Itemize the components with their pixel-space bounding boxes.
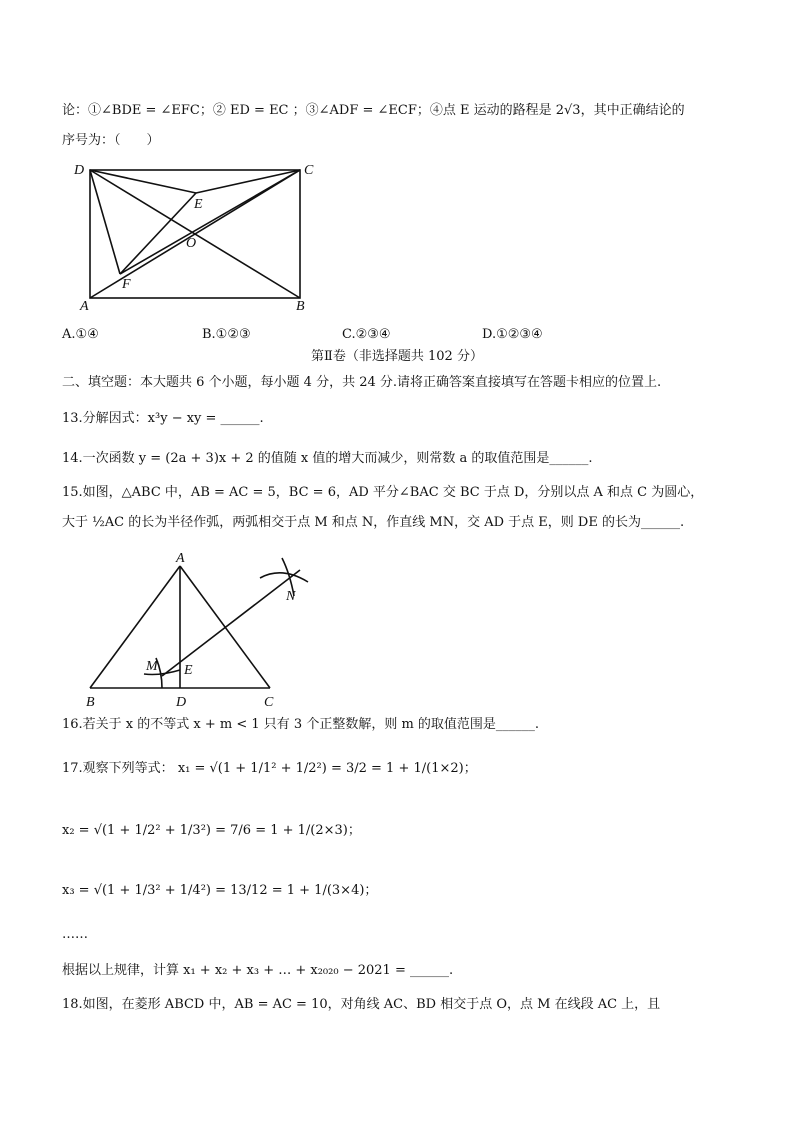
q15-line2: 大于 ½AC 的长为半径作弧，两弧相交于点 M 和点 N，作直线 MN，交 AD 于点 E，则 DE 的长为______. — [62, 515, 685, 530]
label-O: O — [186, 236, 197, 251]
q16-text: 16.若关于 x 的不等式 x + m < 1 只有 3 个正整数解，则 m 的取值范围是______. — [62, 717, 540, 732]
q18-text: 18.如图，在菱形 ABCD 中，AB = AC = 10，对角线 AC、BD 相交于点 O，点 M 在线段 AC 上，且 — [62, 997, 661, 1012]
q12-order-label: 序号为：（ ） — [62, 133, 160, 148]
q17-line1 — [62, 760, 477, 778]
q13-text: 13.分解因式：x³y − xy = ______. — [62, 411, 264, 426]
q17-ask: 根据以上规律，计算 x₁ + x₂ + x₃ + … + x₂₀₂₀ − 2021 = ______. — [62, 963, 454, 978]
q17-ellipsis: …… — [62, 927, 88, 942]
q14-text: 14.一次函数 y = (2a + 3)x + 2 的值随 x 值的增大而减少，则常数 a 的取值范围是______. — [62, 451, 593, 466]
section-instructions: 二、填空题：本大题共 6 个小题，每小题 4 分，共 24 分.请将正确答案直接填写在答题卡相应的位置上. — [62, 375, 662, 390]
q17-eq1: x₁ = √(1 + 1/1² + 1/2²) = 3/2 = 1 + 1/(1×2)； — [177, 761, 477, 776]
volume-title: 第Ⅱ卷（非选择题共 102 分） — [311, 349, 483, 364]
rectangle-figure — [68, 160, 328, 312]
label-E: E — [194, 197, 203, 212]
label-A2: A — [176, 551, 185, 566]
triangle-figure — [82, 548, 332, 710]
label-F: F — [122, 277, 131, 292]
label-C: C — [304, 163, 314, 178]
label-E2: E — [184, 663, 193, 678]
q15-line1: 15.如图，△ABC 中，AB = AC = 5，BC = 6，AD 平分∠BAC 交 BC 于点 D，分别以点 A 和点 C 为圆心， — [62, 485, 704, 500]
label-C2: C — [264, 695, 274, 710]
option-b: B.①②③ — [202, 327, 251, 342]
label-D: D — [74, 163, 85, 178]
label-M: M — [146, 659, 158, 674]
option-d: D.①②③④ — [482, 327, 543, 342]
q17-eq3: x₃ = √(1 + 1/3² + 1/4²) = 13/12 = 1 + 1/(3×4)； — [62, 883, 378, 898]
label-N: N — [286, 589, 296, 604]
label-B: B — [296, 299, 305, 312]
option-a: A.①④ — [62, 327, 99, 342]
q12-conclusions: 论：①∠BDE = ∠EFC；② ED = EC ；③∠ADF = ∠ECF；④点 E 运动的路程是 2√3，其中正确结论的 — [62, 103, 685, 118]
label-D2: D — [176, 695, 187, 710]
option-c: C.②③④ — [342, 327, 391, 342]
q17-intro: 17.观察下列等式： — [62, 761, 174, 776]
label-A: A — [80, 299, 89, 312]
q17-eq2: x₂ = √(1 + 1/2² + 1/3²) = 7/6 = 1 + 1/(2×3)； — [62, 823, 361, 838]
label-B2: B — [86, 695, 95, 710]
